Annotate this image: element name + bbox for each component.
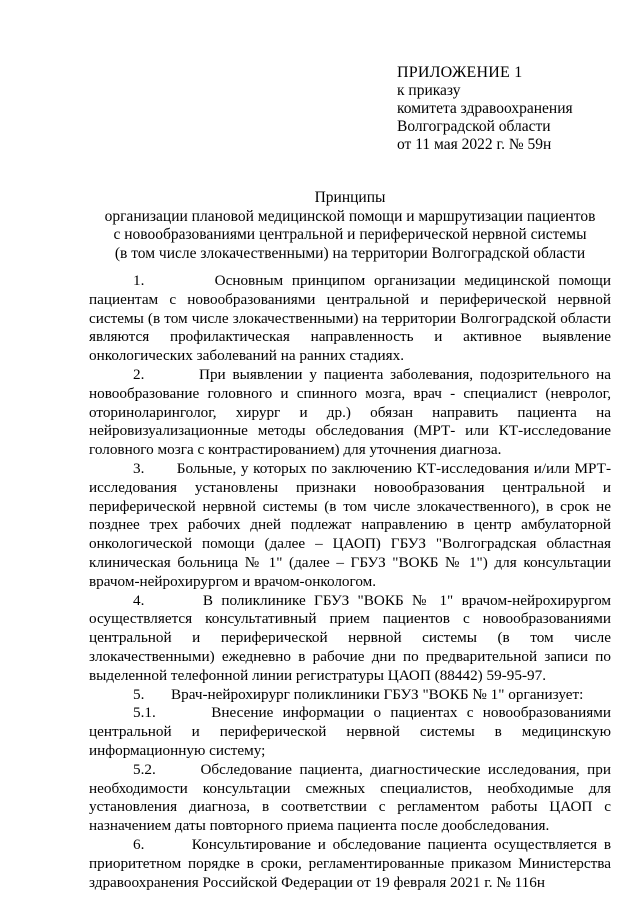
paragraph-number: 5. xyxy=(133,685,145,703)
document-title-line-3: с новообразованиями центральной и периферической нервной системы xyxy=(113,226,587,243)
document-title xyxy=(90,189,610,263)
paragraph-1 xyxy=(89,272,611,366)
document-title-line-2: организации плановой медицинской помощи и маршрутизации пациентов xyxy=(104,207,596,225)
paragraph-text: Врач-нейрохирург поликлиники ГБУЗ "ВОКБ № 1" организует: xyxy=(170,685,584,703)
paragraph-number: 4. xyxy=(133,591,145,609)
paragraph-text: Больные, у которых по заключению КТ-исследования и/или МРТ-исследования установлены признаки новообразования центральной и периферической нервной системы (в том числе злокачественного), в срок не позднее трех рабочих дней подлежат направлению в центр амбулаторной онкологической помощи (далее – ЦАОП) ГБУЗ "Волгоградская областная клиническая больница № 1" (далее – ГБУЗ "ВОКБ № 1") для консультации врачом-нейрохирургом и врачом-онкологом. xyxy=(89,459,611,590)
paragraph-4 xyxy=(89,592,611,686)
appendix-line-region: Волгоградской области xyxy=(397,118,551,135)
paragraph-text: В поликлинике ГБУЗ "ВОКБ № 1" врачом-нейрохирургом осуществляется консультативный прием пациентов с новообразованиями центральной и периферической нервной системы (в том числе злокачественными) ежедневно в рабочие дни по предварительной записи по выделенной телефонной линии регистратуры ЦАОП (88442) 59-95-97. xyxy=(89,591,611,684)
paragraph-5-2 xyxy=(89,761,611,836)
appendix-line-committee: комитета здравоохранения xyxy=(397,100,573,117)
paragraph-number: 5.2. xyxy=(133,760,156,778)
paragraph-5-1 xyxy=(89,704,611,760)
paragraph-number: 5.1. xyxy=(133,704,156,722)
paragraph-number: 6. xyxy=(133,835,145,853)
paragraph-text: Обследование пациента, диагностические исследования, при необходимости консультации смежных специалистов, необходимые для установления диагноза, в соответствии с регламентом работы ЦАОП с назначением даты повторного приема пациента после дообследования. xyxy=(89,760,611,835)
paragraph-text: Основным принципом организации медицинской помощи пациентам с новообразованиями центральной и периферической нервной системы (в том числе злокачественными) на территории Волгоградской области являются профилактическая направленность и активное выявление онкологических заболеваний на ранних стадиях. xyxy=(89,272,611,365)
paragraph-text: При выявлении у пациента заболевания, подозрительного на новообразование головного и спинного мозга, врач - специалист (невролог, оториноларинголог, хирург и др.) обязан направить пациента на нейровизуализационные методы обследования (МРТ- или КТ-исследование головного мозга с контрастированием) для уточнения диагноза. xyxy=(89,365,611,459)
paragraph-number: 1. xyxy=(133,272,145,289)
appendix-title: ПРИЛОЖЕНИЕ 1 xyxy=(397,64,523,81)
paragraph-number: 3. xyxy=(133,459,145,477)
appendix-line-date: от 11 мая 2022 г. № 59н xyxy=(397,136,552,153)
document-title-line-4: (в том числе злокачественными) на территории Волгоградской области xyxy=(114,244,586,262)
paragraph-3 xyxy=(89,460,611,592)
paragraph-text: Внесение информации о пациентах с новообразованиями центральной и периферической нервной системы в медицинскую информационную систему; xyxy=(89,704,611,759)
paragraph-2 xyxy=(89,366,611,460)
paragraph-5 xyxy=(89,686,611,705)
appendix-line-order: к приказу xyxy=(397,82,461,99)
paragraph-text: Консультирование и обследование пациента осуществляется в приоритетном порядке в сроки, регламентированные приказом Министерства здравоохранения Российской Федерации от 19 февраля 2021 г. № 116н xyxy=(89,835,611,891)
paragraph-6 xyxy=(89,836,611,892)
document-body xyxy=(89,272,611,892)
paragraph-number: 2. xyxy=(133,365,145,383)
appendix-header xyxy=(397,64,573,154)
document-title-main: Принципы xyxy=(314,189,386,206)
